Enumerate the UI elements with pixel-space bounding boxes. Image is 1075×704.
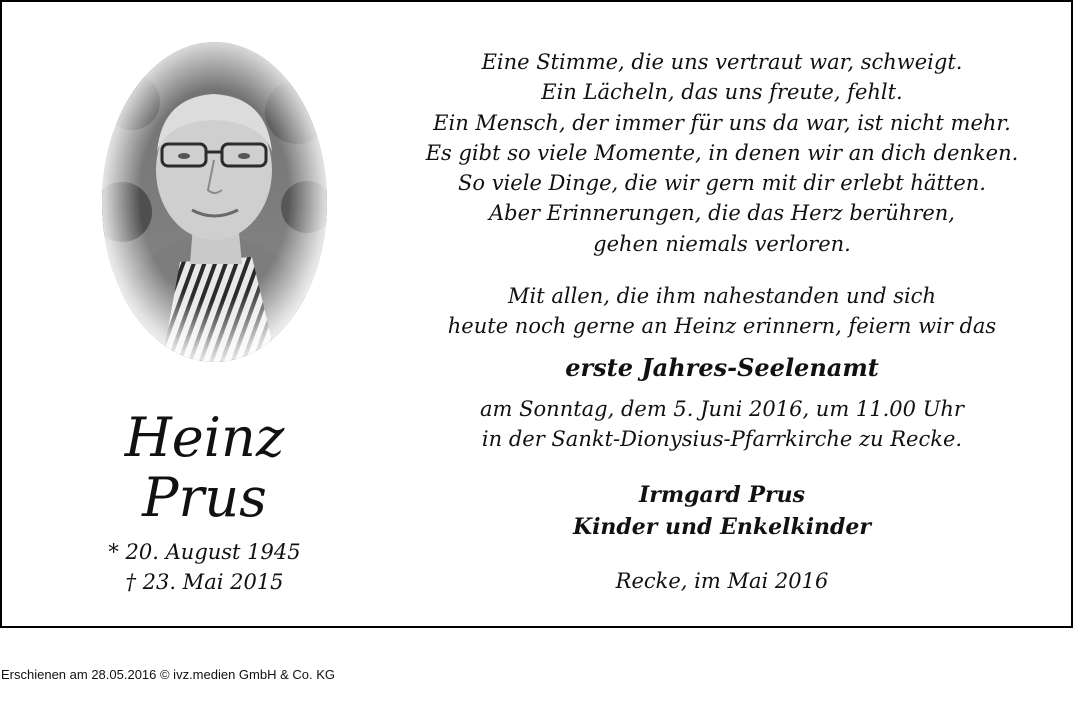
poem-line: gehen niemals verloren. <box>593 231 851 256</box>
deceased-last-name: Prus <box>142 466 267 529</box>
service-details <box>402 394 1042 455</box>
event-title: erste Jahres-Seelenamt <box>565 353 879 382</box>
mourner-line: Irmgard Prus <box>639 482 805 508</box>
portrait-photo <box>102 42 327 362</box>
poem-line: Aber Erinnerungen, die das Herz berühren, <box>489 201 955 226</box>
portrait-image <box>102 42 327 362</box>
mourners <box>402 479 1042 543</box>
invitation-line: heute noch gerne an Heinz erinnern, feiern wir das <box>447 314 997 339</box>
service-line: am Sonntag, dem 5. Juni 2016, um 11.00 Uhr <box>480 397 964 421</box>
service-line: in der Sankt-Dionysius-Pfarrkirche zu Recke. <box>481 427 963 452</box>
birth-date: * 20. August 1945 <box>108 540 301 564</box>
poem-line: Eine Stimme, die uns vertraut war, schweigt. <box>481 50 963 74</box>
poem-line: Ein Mensch, der immer für uns da war, ist nicht mehr. <box>433 110 1011 135</box>
mourner-line: Kinder und Enkelkinder <box>572 514 872 540</box>
invitation-text <box>402 281 1042 342</box>
poem-line: So viele Dinge, die wir gern mit dir erlebt hätten. <box>458 171 986 196</box>
publication-footer: Erschienen am 28.05.2016 © ivz.medien GmbH & Co. KG <box>1 667 336 682</box>
memorial-poem <box>402 47 1042 259</box>
invitation-line: Mit allen, die ihm nahestanden und sich <box>508 284 936 308</box>
death-date: † 23. Mai 2015 <box>125 570 284 594</box>
place-and-date: Recke, im Mai 2016 <box>615 569 829 593</box>
deceased-first-name: Heinz <box>124 406 285 469</box>
poem-line: Ein Lächeln, das uns freute, fehlt. <box>541 80 903 105</box>
poem-line: Es gibt so viele Momente, in denen wir an dich denken. <box>425 140 1019 165</box>
